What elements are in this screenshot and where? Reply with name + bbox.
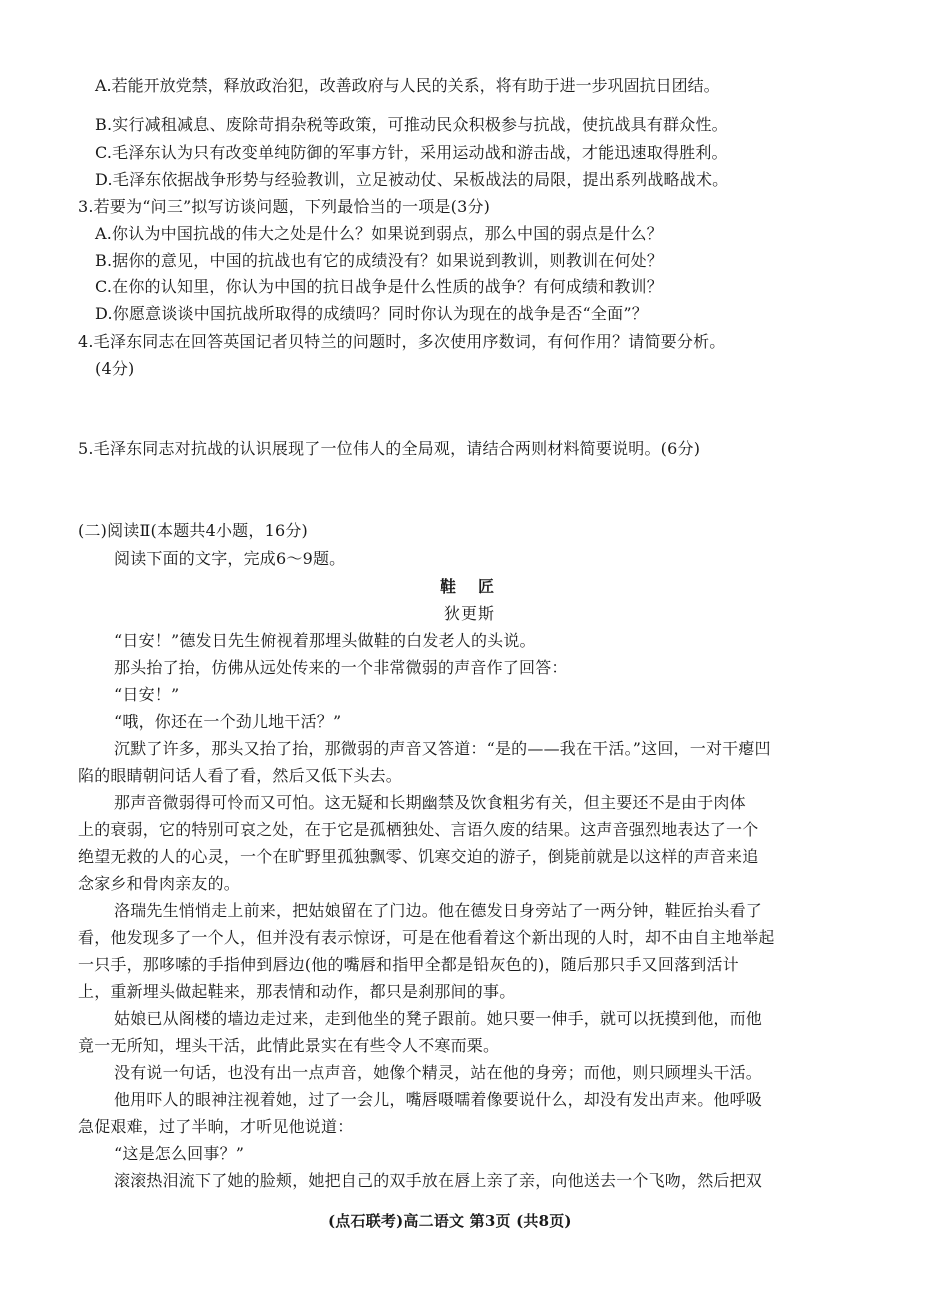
section2-heading: (二)阅读Ⅱ(本题共4小题，16分): [78, 521, 308, 540]
story-title: 鞋匠: [440, 577, 517, 596]
section2-instruction: 阅读下面的文字，完成6～9题。: [114, 549, 346, 568]
story-line: 竟一无所知，埋头干活，此情此景实在有些令人不寒而栗。: [78, 1036, 500, 1055]
page-footer: (点石联考)高二语文 第3页 (共8页): [328, 1212, 572, 1230]
story-line: 陷的眼睛朝问话人看了看，然后又低下头去。: [78, 766, 403, 785]
story-author: 狄更斯: [444, 604, 496, 623]
story-line: “日安！”: [114, 685, 180, 704]
q2-option-d: D.毛泽东依据战争形势与经验教训，立足被动仗、呆板战法的局限，提出系列战略战术。: [95, 170, 729, 189]
story-line: 没有说一句话，也没有出一点声音，她像个精灵，站在他的身旁；而他，则只顾埋头干活。: [114, 1063, 763, 1082]
story-line: 急促艰难，过了半晌，才听见他说道：: [78, 1117, 354, 1136]
q2-option-c: C.毛泽东认为只有改变单纯防御的军事方针，采用运动战和游击战，才能迅速取得胜利。: [95, 143, 728, 162]
q2-option-b: B.实行减租减息、废除苛捐杂税等政策，可推动民众积极参与抗战，使抗战具有群众性。: [95, 115, 728, 134]
q2-option-a-cut-line: [95, 76, 855, 100]
q3-option-d: D.你愿意谈谈中国抗战所取得的成绩吗？同时你认为现在的战争是否“全面”？: [95, 304, 648, 323]
q3-option-c: C.在你的认知里，你认为中国的抗日战争是什么性质的战争？有何成绩和教训？: [95, 277, 663, 296]
story-line: “日安！”德发日先生俯视着那埋头做鞋的白发老人的头说。: [114, 631, 536, 650]
q3-option-b: B.据你的意见，中国的抗战也有它的成绩没有？如果说到教训，则教训在何处？: [95, 251, 664, 270]
story-line: 沉默了许多，那头又抬了抬，那微弱的声音又答道：“是的——我在干活。”这回，一对干瘪凹: [114, 739, 771, 758]
q3-stem: 3.若要为“问三”拟写访谈问题，下列最恰当的一项是(3分): [78, 197, 491, 216]
story-line: 上，重新埋头做起鞋来，那表情和动作，都只是刹那间的事。: [78, 982, 516, 1001]
story-line: 他用吓人的眼神注视着她，过了一会儿，嘴唇嗫嚅着像要说什么，却没有发出声来。他呼吸: [114, 1090, 763, 1109]
story-line: “哦，你还在一个劲儿地干活？”: [114, 712, 342, 731]
story-line: 念家乡和骨肉亲友的。: [78, 874, 241, 893]
q4-points: (4分): [95, 359, 135, 378]
q4-stem: 4.毛泽东同志在回答英国记者贝特兰的问题时，多次使用序数词，有何作用？请简要分析。: [78, 332, 726, 351]
story-line: 上的衰弱，它的特别可哀之处，在于它是孤栖独处、言语久废的结果。这声音强烈地表达了一个: [78, 820, 759, 839]
story-line: 滚滚热泪流下了她的脸颊，她把自己的双手放在唇上亲了亲，向他送去一个飞吻，然后把双: [114, 1171, 763, 1190]
story-line: 姑娘已从阁楼的墙边走过来，走到他坐的凳子跟前。她只要一伸手，就可以抚摸到他，而他: [114, 1009, 763, 1028]
story-line: 那声音微弱得可怜而又可怕。这无疑和长期幽禁及饮食粗劣有关，但主要还不是由于肉体: [114, 793, 746, 812]
story-line: 绝望无救的人的心灵，一个在旷野里孤独飘零、饥寒交迫的游子，倒毙前就是以这样的声音来追: [78, 847, 759, 866]
story-line: 一只手，那哆嗦的手指伸到唇边(他的嘴唇和指甲全都是铅灰色的)，随后那只手又回落到活计: [78, 955, 739, 974]
q2-option-a-text: A.若能开放党禁，释放政治犯，改善政府与人民的关系，将有助于进一步巩固抗日团结。: [95, 76, 720, 95]
story-line: 看，他发现多了一个人，但并没有表示惊讶，可是在他看着这个新出现的人时，却不由自主地举起: [78, 928, 775, 947]
story-line: 那头抬了抬，仿佛从远处传来的一个非常微弱的声音作了回答：: [114, 658, 568, 677]
q5-stem: 5.毛泽东同志对抗战的认识展现了一位伟人的全局观，请结合两则材料简要说明。(6分): [78, 439, 701, 458]
story-line: “这是怎么回事？”: [114, 1144, 245, 1163]
story-line: 洛瑞先生悄悄走上前来，把姑娘留在了门边。他在德发日身旁站了一两分钟，鞋匠抬头看了: [114, 901, 763, 920]
q3-option-a: A.你认为中国抗战的伟大之处是什么？如果说到弱点，那么中国的弱点是什么？: [95, 224, 663, 243]
